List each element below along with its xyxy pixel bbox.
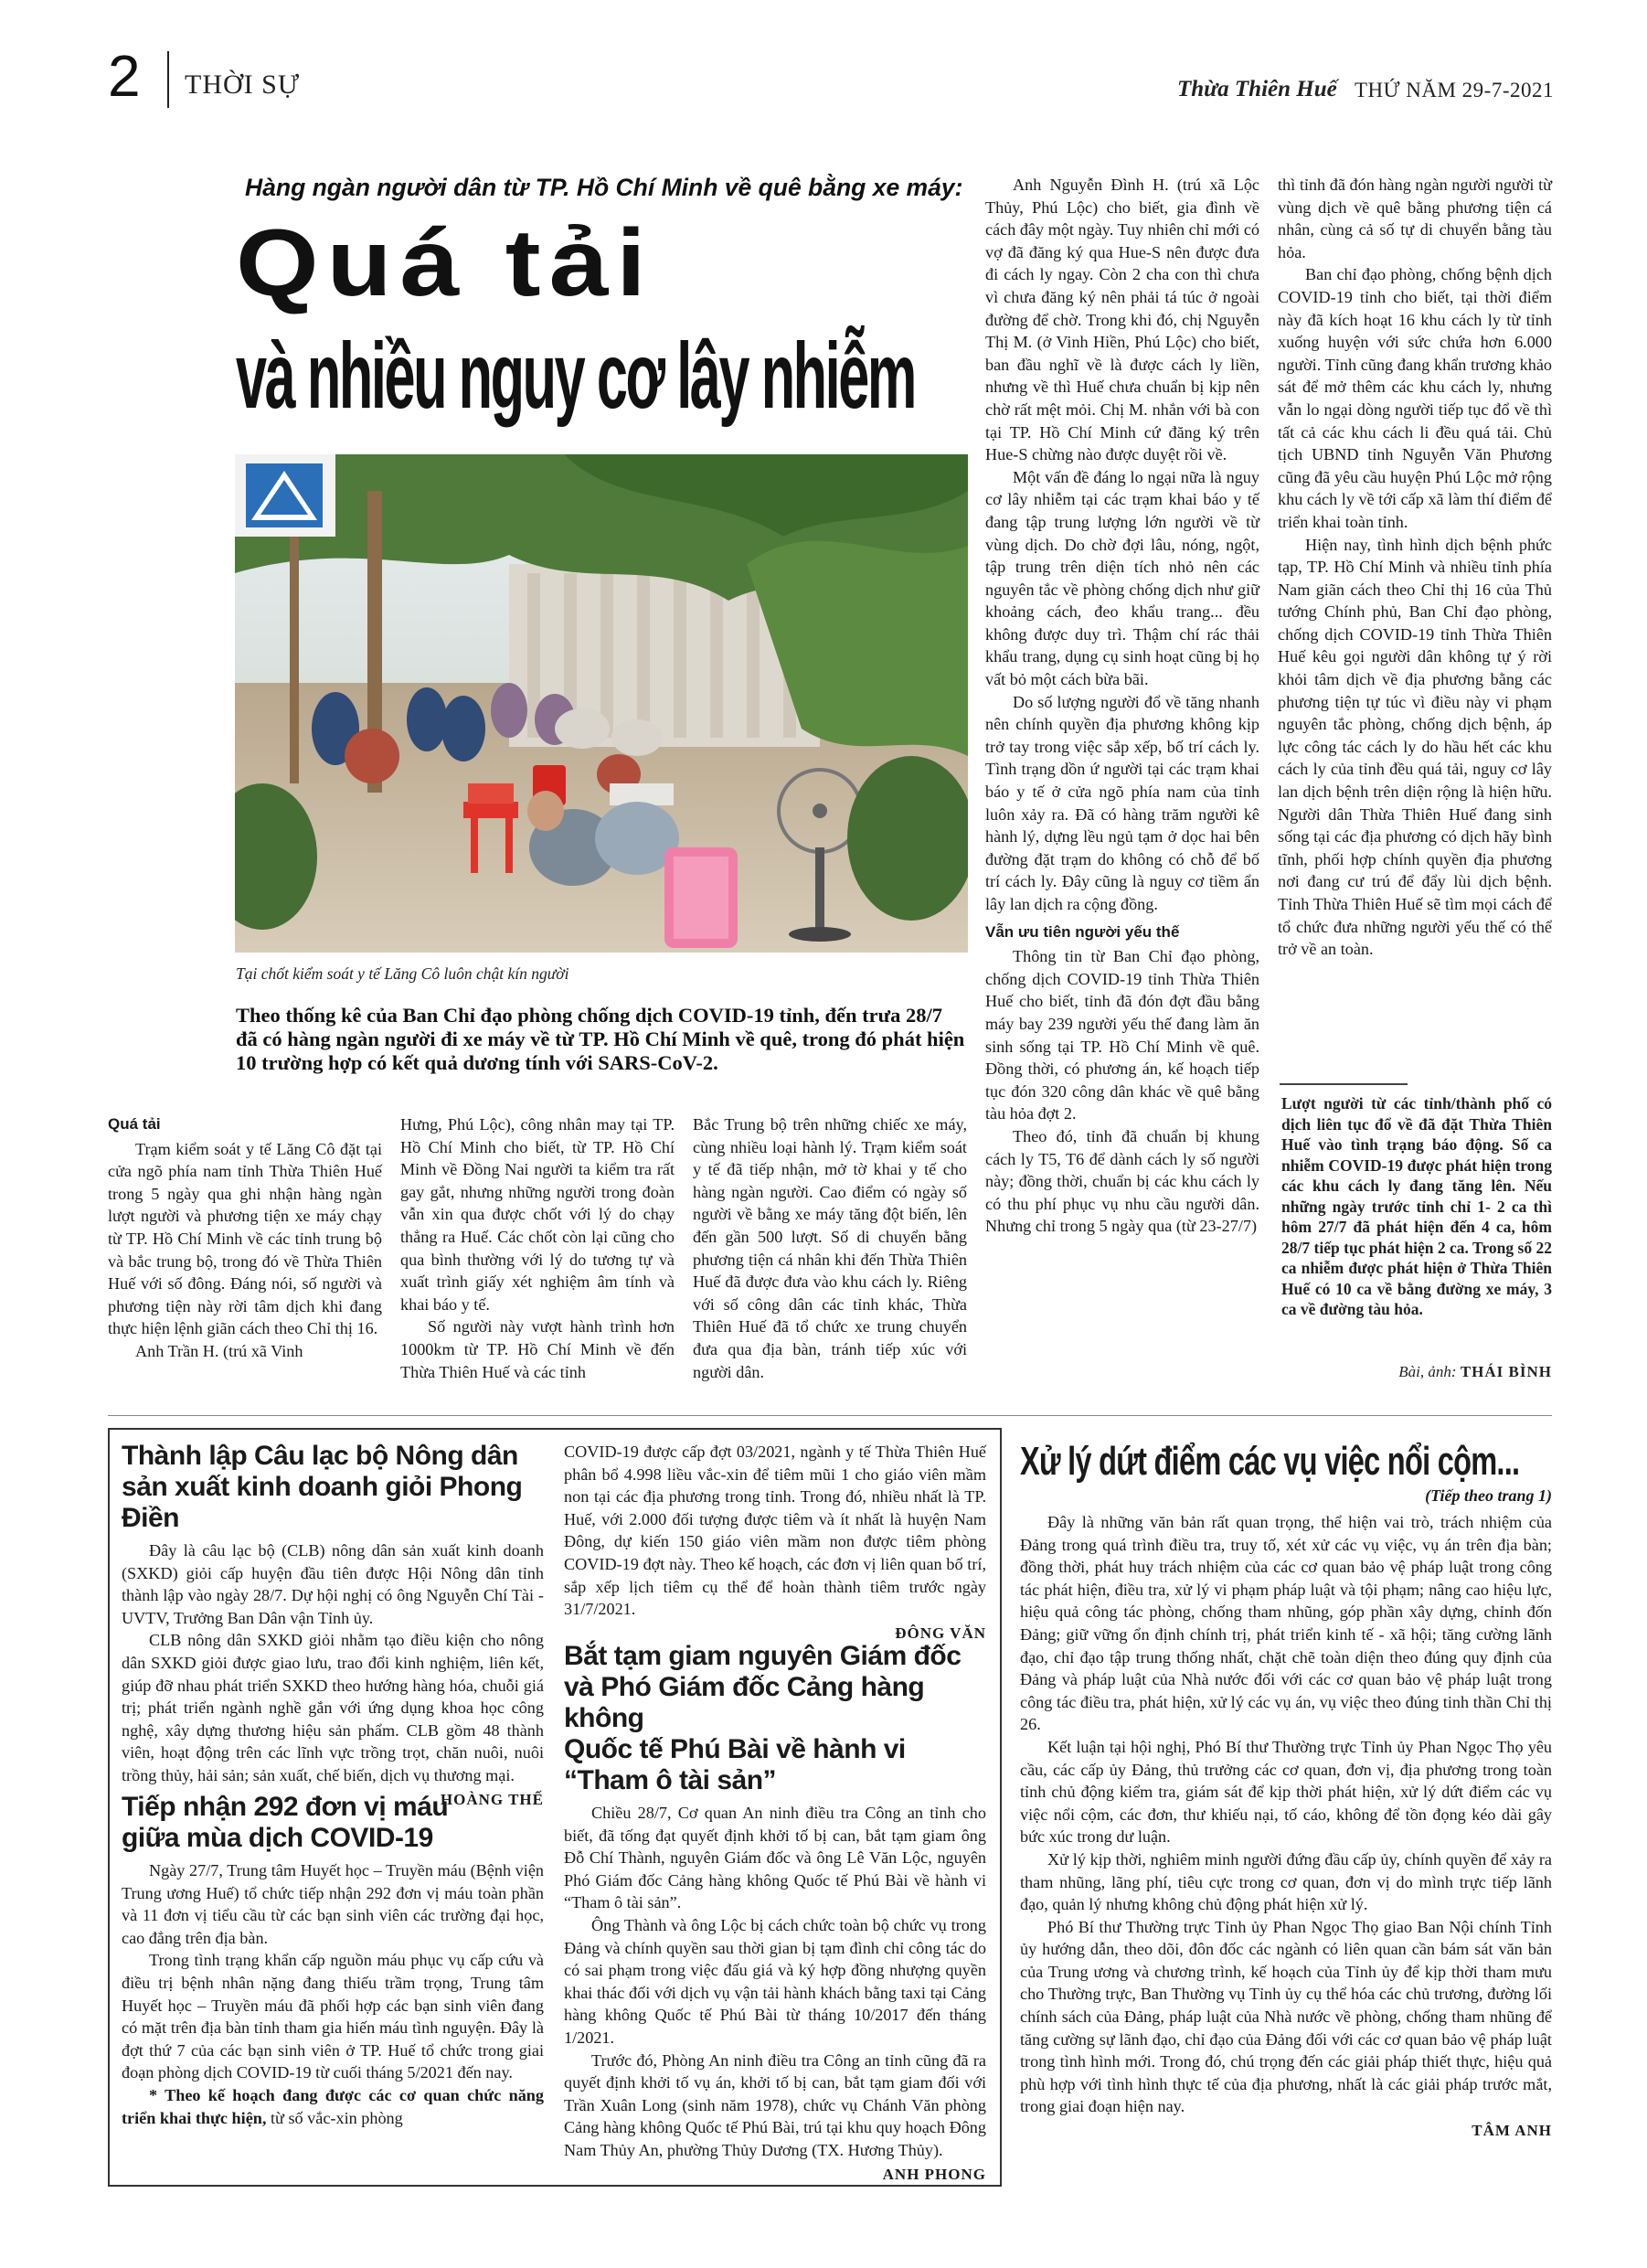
arrest-title-line4: “Tham ô tài sản” <box>564 1765 777 1795</box>
farmers-byline: HOÀNG THẾ <box>440 1790 544 1808</box>
paragraph: Xử lý kịp thời, nghiêm minh người đứng đầu cấp ủy, chính quyền để xảy ra tham nhũng, lãng phí, tiêu cực trong cơ quan, đơn vị do mình trực tiếp lãnh đạo, quản lý nhưng không chủ động phát hiện xử lý. <box>1020 1849 1552 1914</box>
paragraph: Bắc Trung bộ trên những chiếc xe máy, cùng nhiều loại hành lý. Trạm kiểm soát y tế đã tiếp nhận, mở tờ khai y tế cho hàng ngàn người. Cao điểm có ngày số người về bằng xe máy tăng đột biến, lên đến gần 500 lượt. Số di chuyển bằng phương tiện cá nhân khi đến Thừa Thiên Huế đã được đưa vào khu cách ly. Riêng với số công dân các tỉnh khác, Thừa Thiên Huế đã tổ chức xe trung chuyển đưa qua địa bàn, tránh tiếp xúc với người dân. <box>693 1115 967 1381</box>
paragraph: Theo đó, tỉnh đã chuẩn bị khung cách ly T5, T6 để dành cách ly số người này; đồng thời, chuẩn bị các khu cách ly có thu phí phục vụ nhu cầu người dân. Nhưng chỉ trong 5 ngày qua (từ 23-27/7) <box>985 1126 1259 1236</box>
main-column-5 <box>1278 174 1552 961</box>
page-number: 2 <box>108 43 141 109</box>
paragraph: Ông Thành và ông Lộc bị cách chức toàn bộ chức vụ trong Đảng và chính quyền sau thời gian bị tạm đình chỉ công tác do có sai phạm trong việc đấu giá và ký hợp đồng nhượng quyền khai thác đối với dịch vụ vận tải hành khách bằng taxi tại Cảng hàng không Quốc tế Phú Bài từ tháng 10/2017 đến tháng 1/2021. <box>564 1915 986 2047</box>
blood-article <box>122 1792 544 2129</box>
disciplinary-article <box>1020 1439 1552 2140</box>
vaccine-footnote <box>122 2084 544 2129</box>
byline-author: THÁI BÌNH <box>1460 1363 1552 1380</box>
paragraph: Đây là những văn bản rất quan trọng, thể hiện vai trò, trách nhiệm của Đảng trong quá trình điều tra, truy tố, xét xử các vụ việc, vụ án trên địa bàn; đồng thời, phát huy trách nhiệm của các cơ quan bảo vệ pháp luật trong công tác phát hiện, điều tra, xử lý vi phạm pháp luật và tội phạm; nâng cao hiệu lực, hiệu quả công tác phòng, chống tham nhũng, góp phần xây dựng, chỉnh đốn Đảng; giữ vững ổn định chính trị, phát triển kinh tế - xã hội; tăng cường lãnh đạo, chỉ đạo tập trung thống nhất, chặt chẽ toàn diện theo đúng quy định của Đảng và pháp luật của Nhà nước đối với các cơ quan bảo vệ pháp luật trong công tác điều tra, phát hiện, xử lý các vụ án, vụ việc theo đúng tinh thần Chỉ thị 26. <box>1020 1513 1552 1734</box>
disciplinary-byline: TÂM ANH <box>1472 2122 1552 2140</box>
paragraph: Một vấn đề đáng lo ngại nữa là nguy cơ lây nhiễm tại các trạm khai báo y tế đang tập trung lượng lớn người về từ vùng dịch. Do chờ đợi lâu, nóng, ngột, tập trung trên diện tích nhỏ nên các nguyên tắc về phòng chống dịch như giữ khoảng cách, đeo khẩu trang... đều không được duy trì. Thậm chí rác thải khẩu trang, dụng cụ sinh hoạt cũng bị họ vất bỏ một cách bừa bãi. <box>985 467 1259 689</box>
paragraph: Ngày 27/7, Trung tâm Huyết học – Truyền máu (Bệnh viện Trung ương Huế) tổ chức tiếp nhận 292 đơn vị máu toàn phần và 11 đơn vị tiểu cầu từ các bạn sinh viên các trường đại học, cao đẳng trên địa bàn. <box>122 1861 544 1947</box>
paragraph: Trước đó, Phòng An ninh điều tra Công an tỉnh cũng đã ra quyết định khởi tố vụ án, khởi tố bị can, bắt tạm giam đối với Trần Xuân Long (sinh năm 1978), chức vụ Chánh Văn phòng Cảng hàng không Quốc tế Phú Bài, trú tại khu quy hoạch Đông Nam Thủy An, phường Thủy Dương (TX. Hương Thủy). <box>564 2050 986 2159</box>
checkpoint-photo <box>235 454 968 953</box>
vaccine-byline: ĐÔNG VĂN <box>895 1624 986 1642</box>
boxed-note: Lượt người từ các tỉnh/thành phố có dịch liên tục đổ về đã đặt Thừa Thiên Huế vào tình trạng báo động. Số ca nhiễm COVID-19 được phát hiện trong các khu cách ly đang tăng lên. Nếu những ngày trước tỉnh chỉ 1- 2 ca thì hôm 27/7 đã phát hiện đến 4 ca, hôm 28/7 tiếp tục phát hiện 2 ca. Trong số 22 ca nhiễm được phát hiện ở Thừa Thiên Huế có 10 ca về bằng đường xe máy, 3 ca về đường tàu hỏa. <box>1281 1094 1552 1318</box>
farmers-title-line1: Thành lập Câu lạc bộ Nông dân <box>122 1441 518 1471</box>
newspaper-brand: Thừa Thiên Huế <box>1177 77 1337 101</box>
paragraph: Trạm kiểm soát y tế Lăng Cô đặt tại cửa ngõ phía nam tỉnh Thừa Thiên Huế trong 5 ngày qua ghi nhận hàng ngàn lượt người và phương tiện xe máy chạy từ TP. Hồ Chí Minh về các tỉnh trung bộ và bắc trung bộ, trong đó về Thừa Thiên Huế với số đông. Đáng nói, số người và phương tiện này rời tâm dịch khi đang thực hiện lệnh giãn cách theo Chỉ thị 16. <box>108 1139 382 1338</box>
paragraph: Phó Bí thư Thường trực Tỉnh ủy Phan Ngọc Thọ giao Ban Nội chính Tỉnh ủy hướng dẫn, theo dõi, đôn đốc các ngành có liên quan cần bám sát văn bản của Trung ương và chương trình, kế hoạch của Tỉnh ủy để kịp thời tham mưu cho Thường trực, Ban Thường vụ Tỉnh ủy cụ thể hóa các chủ trương, đường lối chính sách của Đảng, pháp luật của Nhà nước về phòng, chống tham nhũng để tăng cường sự lãnh đạo, chỉ đạo của Đảng đối với các cơ quan bảo vệ pháp luật trong tình hình mới. Trong đó, chú trọng đến các giải pháp thiết thực, hiệu quả phù hợp với tình hình thực tế của địa phương, nhất là các giải pháp trước mắt, trong giai đoạn hiện nay. <box>1020 1917 1552 2116</box>
arrest-article <box>564 1641 986 2184</box>
vaccine-continuation <box>564 1441 986 1643</box>
header-divider <box>167 51 169 108</box>
paragraph: Thông tin từ Ban Chỉ đạo phòng, chống dịch COVID-19 tỉnh Thừa Thiên Huế cho biết, tỉnh đã đón đợt đầu bằng máy bay 239 người yếu thế đang làm ăn sinh sống tại TP. Hồ Chí Minh về quê. Đồng thời, có phương án, kế hoạch tiếp tục đón 320 công dân khác về quê bằng tàu hỏa đợt 2. <box>985 947 1259 1123</box>
paragraph: Chiều 28/7, Cơ quan An ninh điều tra Công an tỉnh cho biết, đã tống đạt quyết định khởi tố bị can, bắt tạm giam ông Đỗ Chí Thành, nguyên Giám đốc và ông Lê Văn Lộc, nguyên Phó Giám đốc Cảng hàng không Quốc tế Phú Bài về hành vi “Tham ô tài sản”. <box>564 1804 986 1912</box>
paragraph: Hiện nay, tình hình dịch bệnh phức tạp, TP. Hồ Chí Minh và nhiều tỉnh phía Nam giãn cách theo Chỉ thị 16 của Thủ tướng Chính phủ, Ban Chỉ đạo phòng, chống dịch COVID-19 tỉnh Thừa Thiên Huế kêu gọi người dân không tự ý rời khỏi tâm dịch về địa phương bằng các phương tiện tự túc vì điều này vi phạm nguyên tắc phòng, chống dịch bệnh, áp lực công tác cách ly do hầu hết các khu cách ly của tỉnh đều quá tải, nguy cơ lây lan dịch bệnh trên diện rộng là hiện hữu. Người dân Thừa Thiên Huế đang sinh sống tại các địa phương có dịch hãy bình tĩnh, phối hợp chính quyền địa phương nơi đang cư trú để đẩy lùi dịch bệnh. Tỉnh Thừa Thiên Huế sẽ tìm mọi cách để tổ chức đưa những người yếu thế có thể trở về an toàn. <box>1278 535 1552 959</box>
footnote-text: từ số vắc-xin phòng <box>271 2108 403 2127</box>
subhead-uu-tien: Vẫn ưu tiên người yếu thế <box>985 922 1180 941</box>
paragraph: Trong tình trạng khẩn cấp nguồn máu phục vụ cấp cứu và điều trị bệnh nhân nặng đang thiếu trầm trọng, Trung tâm Huyết học – Truyền máu đã phối hợp các bạn sinh viên đang có mặt trên địa bàn tỉnh tham gia hiến máu tình nguyện. Đây là đợt thứ 7 của các bạn sinh viên ở TP. Huế tổ chức trong giai đoạn phòng dịch COVID-19 từ cuối tháng 5/2021 đến nay. <box>122 1951 544 2082</box>
headline-line2: và nhiều nguy cơ lây nhiễm <box>236 324 915 428</box>
note-divider <box>1280 1083 1408 1085</box>
farmers-article <box>122 1441 544 1809</box>
disciplinary-title: Xử lý dứt điểm các vụ việc nổi cộm... <box>1020 1439 1520 1484</box>
paragraph: Anh Nguyễn Đình H. (trú xã Lộc Thủy, Phú Lộc) cho biết, gia đình về cách đây một ngày. Tuy nhiên chỉ mới có vợ đã đăng ký qua Hue-S nên được đưa đi cách ly ngay. Còn 2 cha con thì chưa vì chưa đăng ký nên phải tá túc ở ngoài đường để chờ. Trong khi đó, chị Nguyễn Thị M. (ở Vinh Hiền, Phú Lộc) cho biết, ban đầu nghĩ về là được cách ly liền, nhưng về thì Huế chưa chuẩn bị kịp nên chờ rất mệt mỏi. Chị M. nhắn với bà con tại TP. Hồ Chí Minh cứ đăng ký trên Hue-S chừng nào được duyệt rồi về. <box>985 176 1259 464</box>
photo-caption: Tại chốt kiểm soát y tế Lăng Cô luôn chật kín người <box>236 964 569 983</box>
headline-line1: Quá tải <box>236 210 654 316</box>
arrest-title-line1: Bắt tạm giam nguyên Giám đốc <box>564 1641 962 1671</box>
section-name: THỜI SỰ <box>185 69 301 100</box>
section-rule <box>108 1415 1552 1416</box>
paragraph: Ban chỉ đạo phòng, chống bệnh dịch COVID-19 tỉnh cho biết, tại thời điểm này đã kích hoạt 16 khu cách ly từ tỉnh xuống huyện với sức chứa hơn 6.000 người. Tỉnh cũng đang khẩn trương khảo sát để mở thêm các khu cách ly, nhưng vẫn lo ngại dòng người tiếp tục đổ về thì tất cả các khu cách li đều quá tải. Chủ tịch UBND tỉnh Nguyễn Văn Phương cũng đã yêu cầu huyện Phú Lộc mở rộng khu cách ly về tới cấp xã làm thí điểm để triển khai toàn tỉnh. <box>1278 265 1552 531</box>
main-column-2 <box>400 1113 675 1383</box>
paragraph: Do số lượng người đổ về tăng nhanh nên chính quyền địa phương không kịp trở tay trong việc sắp xếp, bố trí cách ly. Tình trạng dồn ứ người tại các trạm khai báo y tế ở cửa ngõ phía nam của tỉnh luôn xảy ra. Đã có hàng trăm người kê hành lý, dựng lều ngủ tạm ở dọc hai bên đường đặt trạm do không có chỗ để bố trí cách ly. Đây cũng là nguy cơ tiềm ẩn lây lan dịch ra cộng đồng. <box>985 692 1259 913</box>
arrest-title-line2: và Phó Giám đốc Cảng hàng không <box>564 1672 925 1733</box>
paragraph: Kết luận tại hội nghị, Phó Bí thư Thường trực Tỉnh ủy Phan Ngọc Thọ yêu cầu, các cấp ủy Đảng, thủ trưởng các cơ quan, đơn vị, địa phương trong toàn tỉnh chủ động kiểm tra, giám sát để kịp thời phát hiện, xử lý dứt điểm các vụ việc nổi cộm, các đơn, thư khiếu nại, tố cáo, không để tồn đọng kéo dài gây bức xúc trong dư luận. <box>1020 1737 1552 1847</box>
arrest-title-line3: Quốc tế Phú Bài về hành vi <box>564 1734 906 1764</box>
main-column-1 <box>108 1113 382 1363</box>
paragraph: Hưng, Phú Lộc), công nhân may tại TP. Hồ Chí Minh cho biết, từ TP. Hồ Chí Minh về Đồng Nai người ta kiểm tra rất gay gắt, nhưng những người trong đoàn vẫn xin qua được chốt với lý do chạy thẳng ra Huế. Các chốt còn lại cũng cho qua bình thường với lý do tương tự và xuất trình giấy xét nghiệm âm tính và khai báo y tế. <box>400 1115 675 1314</box>
article-lead: Theo thống kê của Ban Chỉ đạo phòng chống dịch COVID-19 tỉnh, đến trưa 28/7 đã có hàng ngàn người đi xe máy về từ TP. Hồ Chí Minh về quê, trong đó phát hiện 10 trường hợp có kết quả dương tính với SARS-CoV-2. <box>236 1004 965 1074</box>
paragraph: Đây là câu lạc bộ (CLB) nông dân sản xuất kinh doanh (SXKD) giỏi cấp huyện đầu tiên được Hội Nông dân tỉnh thành lập vào ngày 28/7. Dự hội nghị có ông Nguyễn Chí Tài - UVTV, Trưởng Ban Dân vận Tỉnh ủy. <box>122 1541 544 1627</box>
issue-date: THỨ NĂM 29-7-2021 <box>1355 79 1554 101</box>
paragraph: thì tỉnh đã đón hàng ngàn người người từ vùng dịch về quê bằng phương tiện cá nhân, cùng cả số tự di chuyển bằng tàu hỏa. <box>1278 176 1552 261</box>
footnote-bold: * Theo kế hoạch đang được các cơ quan chức năng triển khai thực hiện, <box>122 2085 544 2127</box>
article-kicker: Hàng ngàn người dân từ TP. Hồ Chí Minh về quê bằng xe máy: <box>245 174 963 201</box>
main-byline <box>1280 1363 1552 1381</box>
continued-note: (Tiếp theo trang 1) <box>1425 1486 1552 1505</box>
main-column-4 <box>985 174 1259 1238</box>
blood-title-line2: giữa mùa dịch COVID-19 <box>122 1823 433 1853</box>
subhead-qua-tai: Quá tải <box>108 1115 161 1133</box>
arrest-byline: ANH PHONG <box>882 2165 986 2183</box>
page-header <box>0 0 1647 137</box>
paragraph: Số người này vượt hành trình hơn 1000km từ TP. Hồ Chí Minh về đến Thừa Thiên Huế và các tỉnh <box>400 1317 675 1381</box>
main-column-3 <box>693 1113 967 1383</box>
farmers-title-line2: sản xuất kinh doanh giỏi Phong Điền <box>122 1472 523 1533</box>
paragraph: COVID-19 được cấp đợt 03/2021, ngành y tế Thừa Thiên Huế phân bổ 4.998 liều vắc-xin để tiêm mũi 1 cho giáo viên mầm non tại các địa phương trong tỉnh. Trong đó, nhiều nhất là TP. Huế, với 2.000 đối tượng được tiêm và ít nhất là huyện Nam Đông, dự kiến 150 giáo viên mầm non được tiêm phòng COVID-19 đợt này. Theo kế hoạch, các đơn vị liên quan bố trí, sắp xếp lịch tiêm cụ thể để hoàn thành tiêm trước ngày 31/7/2021. <box>564 1443 986 1619</box>
blood-title-line1: Tiếp nhận 292 đơn vị máu <box>122 1792 449 1822</box>
byline-prefix: Bài, ảnh: <box>1398 1363 1457 1380</box>
paragraph: CLB nông dân SXKD giỏi nhằm tạo điều kiện cho nông dân SXKD giỏi được giao lưu, trao đổi kinh nghiệm, liên kết, giúp đỡ nhau phát triển SXKD theo hướng hàng hóa, chuỗi giá trị; phát triển ngành nghề gắn với ứng dụng khoa học công nghệ, xây dựng thương hiệu sản phẩm. CLB gồm 48 thành viên, hoạt động trên các lĩnh vực trồng trọt, chăn nuôi, nuôi trồng thủy, hải sản; sản xuất, chế biến, dịch vụ thương mại. <box>122 1631 544 1784</box>
paragraph: Anh Trần H. (trú xã Vinh <box>135 1341 303 1360</box>
